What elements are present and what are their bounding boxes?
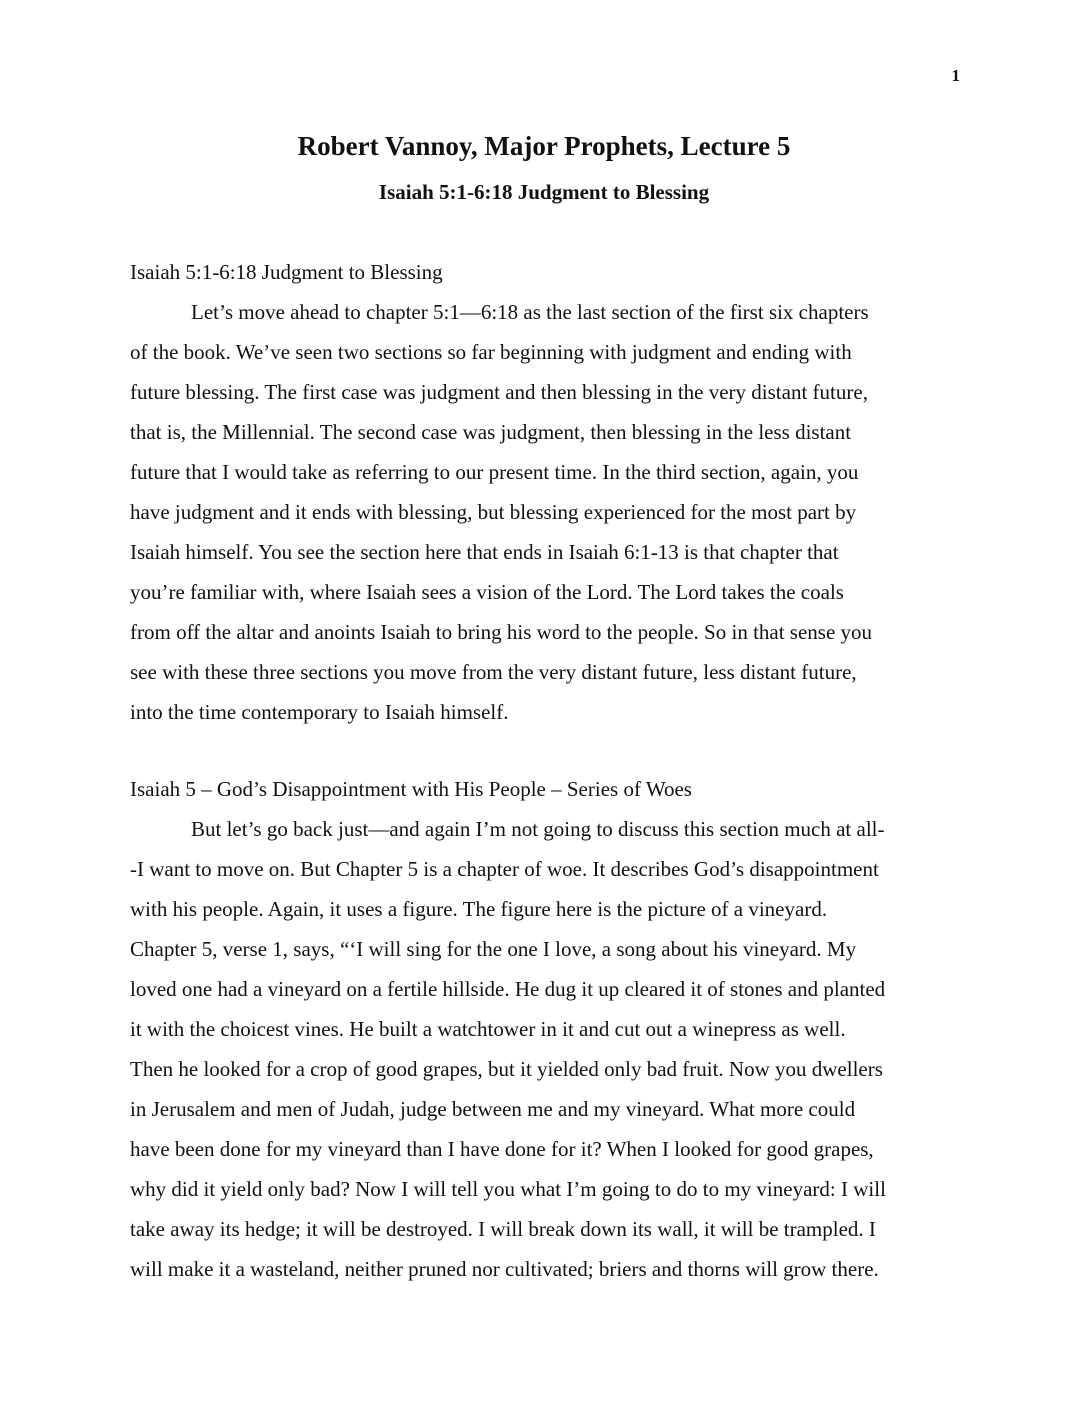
section-heading-series-of-woes: Isaiah 5 – God’s Disappointment with His People – Series of Woes <box>130 777 692 801</box>
section-heading-judgment-to-blessing: Isaiah 5:1-6:18 Judgment to Blessing <box>130 260 443 284</box>
paragraph-line: future that I would take as referring to our present time. In the third section, again, you <box>130 460 859 484</box>
paragraph-line: will make it a wasteland, neither pruned nor cultivated; briers and thorns will grow there. <box>130 1257 879 1281</box>
lecture-title: Robert Vannoy, Major Prophets, Lecture 5 <box>297 131 791 161</box>
paragraph-line: have been done for my vineyard than I have done for it? When I looked for good grapes, <box>130 1137 874 1161</box>
section-paragraph-judgment-to-blessing <box>130 292 960 732</box>
paragraph-line: see with these three sections you move from the very distant future, less distant future, <box>130 660 857 684</box>
lecture-subtitle: Isaiah 5:1-6:18 Judgment to Blessing <box>378 180 710 204</box>
paragraph-line: you’re familiar with, where Isaiah sees a vision of the Lord. The Lord takes the coals <box>130 580 844 604</box>
paragraph-line: of the book. We’ve seen two sections so far beginning with judgment and ending with <box>130 340 852 364</box>
section-paragraph-series-of-woes <box>130 809 960 1289</box>
paragraph-line: future blessing. The first case was judgment and then blessing in the very distant future, <box>130 380 868 404</box>
paragraph-line: from off the altar and anoints Isaiah to bring his word to the people. So in that sense you <box>130 620 873 644</box>
paragraph-line: why did it yield only bad? Now I will tell you what I’m going to do to my vineyard: I will <box>130 1177 886 1201</box>
paragraph-line: that is, the Millennial. The second case was judgment, then blessing in the less distant <box>130 420 852 444</box>
paragraph-line: Chapter 5, verse 1, says, “‘I will sing for the one I love, a song about his vineyard. My <box>130 937 857 961</box>
paragraph-line: Isaiah himself. You see the section here that ends in Isaiah 6:1-13 is that chapter that <box>130 540 839 564</box>
page-number: 1 <box>951 66 960 85</box>
paragraph-line: it with the choicest vines. He built a watchtower in it and cut out a winepress as well. <box>130 1017 846 1041</box>
paragraph-line: have judgment and it ends with blessing, but blessing experienced for the most part by <box>130 500 857 524</box>
paragraph-line: with his people. Again, it uses a figure. The figure here is the picture of a vineyard. <box>130 897 828 921</box>
paragraph-line: in Jerusalem and men of Judah, judge between me and my vineyard. What more could <box>130 1097 856 1121</box>
paragraph-line: But let’s go back just—and again I’m not going to discuss this section much at all- <box>191 817 885 841</box>
paragraph-line: Then he looked for a crop of good grapes, but it yielded only bad fruit. Now you dwellers <box>130 1057 883 1081</box>
paragraph-line: -I want to move on. But Chapter 5 is a chapter of woe. It describes God’s disappointment <box>130 857 879 881</box>
paragraph-line: into the time contemporary to Isaiah himself. <box>130 700 509 724</box>
paragraph-line: Let’s move ahead to chapter 5:1—6:18 as the last section of the first six chapters <box>191 300 869 324</box>
paragraph-line: take away its hedge; it will be destroyed. I will break down its wall, it will be trampled. I <box>130 1217 876 1241</box>
paragraph-line: loved one had a vineyard on a fertile hillside. He dug it up cleared it of stones and planted <box>130 977 886 1001</box>
